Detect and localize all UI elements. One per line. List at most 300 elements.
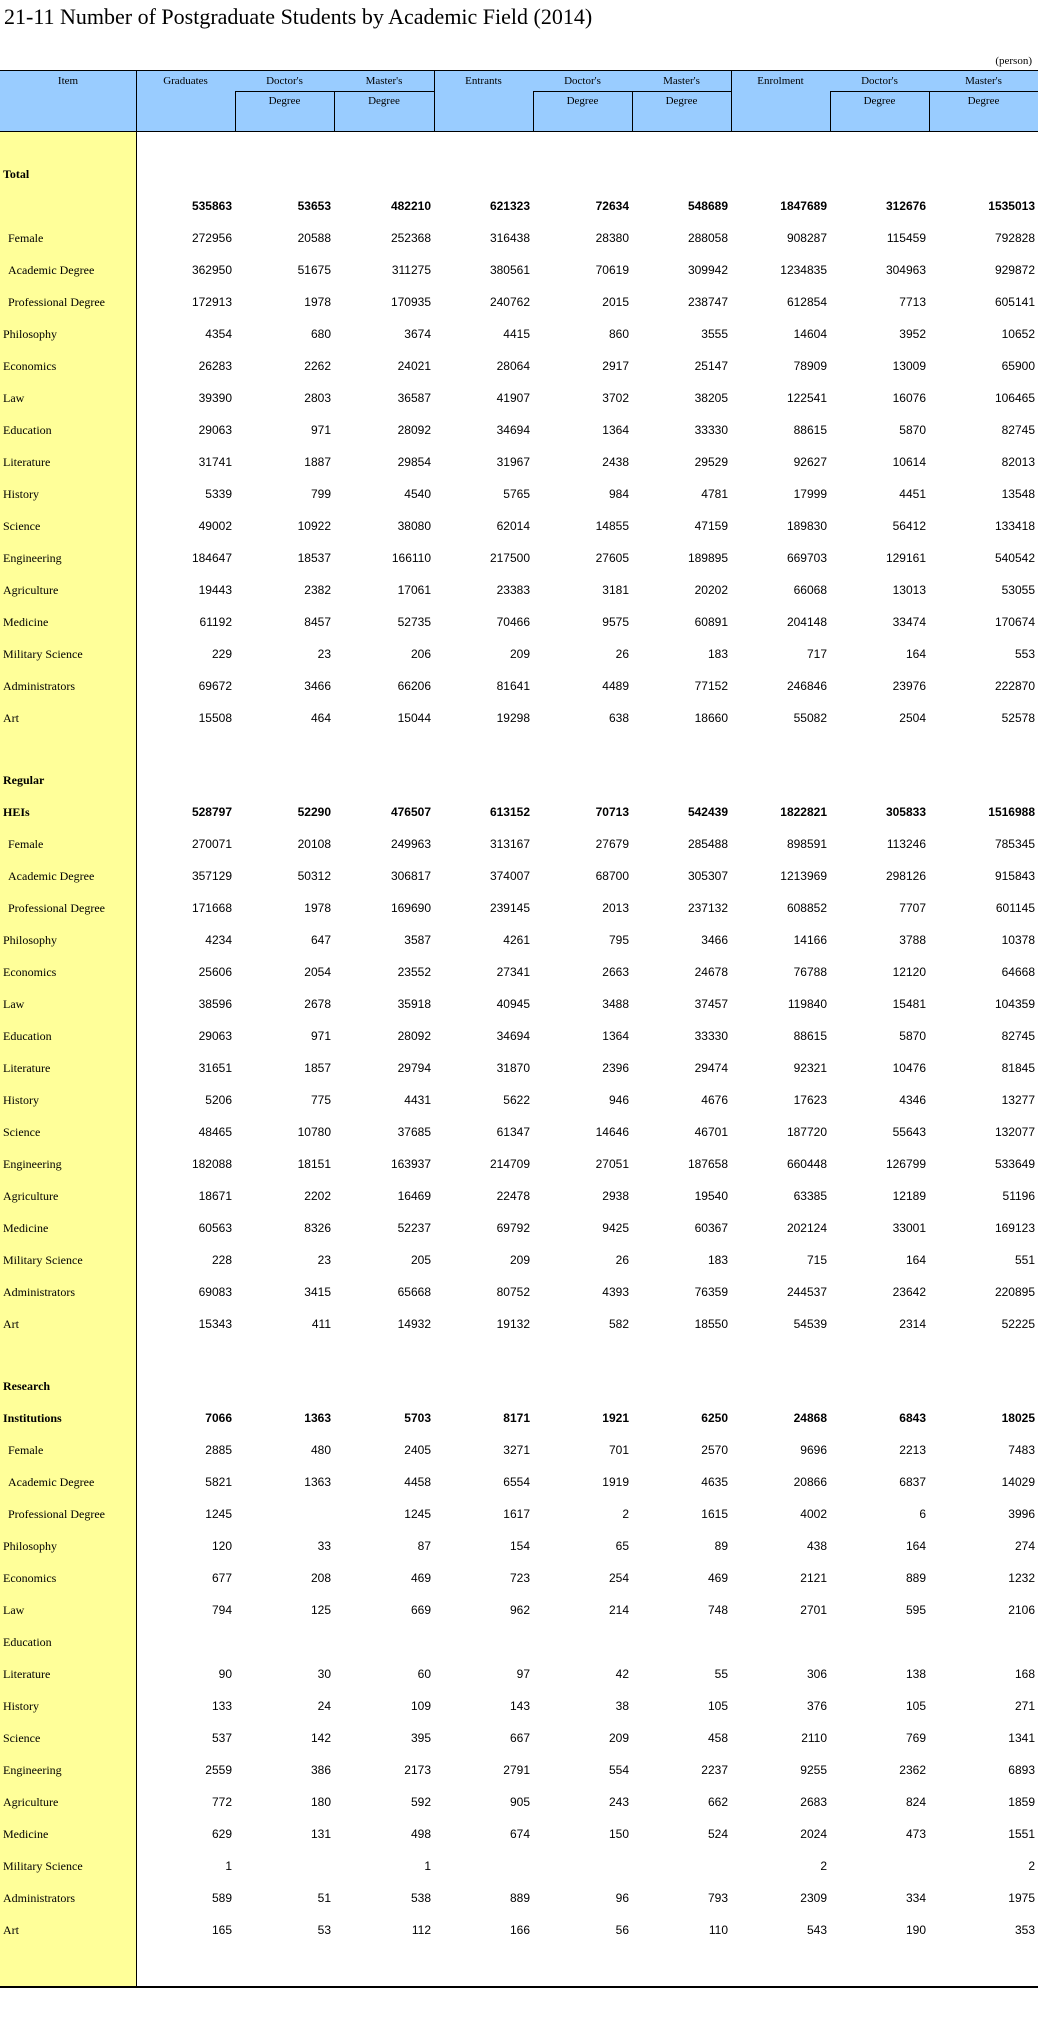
table-row bbox=[0, 1632, 1038, 1652]
cell-value: 799 bbox=[310, 487, 331, 501]
row-label: Economics bbox=[3, 1571, 57, 1585]
row-label: Education bbox=[3, 423, 52, 437]
cell-value: 4635 bbox=[701, 1475, 728, 1489]
cell-value: 82013 bbox=[1001, 455, 1035, 469]
cell-value: 249963 bbox=[390, 837, 431, 851]
cell-value: 4354 bbox=[205, 327, 232, 341]
row-label: Female bbox=[8, 1443, 44, 1457]
cell-value: 214 bbox=[608, 1603, 629, 1617]
cell-value: 23642 bbox=[892, 1285, 926, 1299]
cell-value: 4393 bbox=[602, 1285, 629, 1299]
cell-value: 3587 bbox=[404, 933, 431, 947]
cell-value: 53653 bbox=[297, 199, 331, 213]
cell-value: 362950 bbox=[191, 263, 232, 277]
cell-value: 553 bbox=[1014, 647, 1035, 661]
cell-value: 182088 bbox=[191, 1157, 232, 1171]
cell-value: 10652 bbox=[1001, 327, 1035, 341]
cell-value: 92627 bbox=[793, 455, 827, 469]
cell-value: 23 bbox=[317, 647, 331, 661]
cell-value: 915843 bbox=[994, 869, 1035, 883]
row-label: Academic Degree bbox=[8, 263, 95, 277]
cell-value: 538 bbox=[410, 1891, 431, 1905]
cell-value: 2663 bbox=[602, 965, 629, 979]
cell-value: 27679 bbox=[595, 837, 629, 851]
cell-value: 3415 bbox=[304, 1285, 331, 1299]
row-label: History bbox=[3, 1699, 39, 1713]
cell-value: 239145 bbox=[489, 901, 530, 915]
table-row bbox=[0, 612, 1038, 632]
cell-value: 138 bbox=[905, 1667, 926, 1681]
row-label: Female bbox=[8, 231, 44, 245]
unit-label: (person) bbox=[995, 55, 1032, 67]
cell-value: 4676 bbox=[701, 1093, 728, 1107]
row-label: Agriculture bbox=[3, 1795, 59, 1809]
table-total-row bbox=[0, 1408, 1038, 1428]
cell-value: 133418 bbox=[994, 519, 1035, 533]
cell-value: 66206 bbox=[397, 679, 431, 693]
cell-value: 669703 bbox=[786, 551, 827, 565]
cell-value: 7066 bbox=[205, 1411, 232, 1425]
table-row bbox=[0, 1440, 1038, 1460]
cell-value: 3488 bbox=[602, 997, 629, 1011]
cell-value: 748 bbox=[707, 1603, 728, 1617]
cell-value: 1364 bbox=[602, 423, 629, 437]
cell-value: 386 bbox=[310, 1763, 331, 1777]
cell-value: 18025 bbox=[1001, 1411, 1035, 1425]
cell-value: 189830 bbox=[786, 519, 827, 533]
cell-value: 4489 bbox=[602, 679, 629, 693]
cell-value: 19132 bbox=[496, 1317, 530, 1331]
cell-value: 4458 bbox=[404, 1475, 431, 1489]
cell-value: 110 bbox=[708, 1923, 728, 1937]
cell-value: 220895 bbox=[994, 1285, 1035, 1299]
cell-value: 458 bbox=[707, 1731, 728, 1745]
row-label: Engineering bbox=[3, 1157, 62, 1171]
cell-value: 52225 bbox=[1001, 1317, 1035, 1331]
cell-value: 5870 bbox=[899, 1029, 926, 1043]
cell-value: 27051 bbox=[595, 1157, 629, 1171]
cell-value: 34694 bbox=[496, 1029, 530, 1043]
cell-value: 929872 bbox=[994, 263, 1035, 277]
row-label: Medicine bbox=[3, 1221, 49, 1235]
cell-value: 22478 bbox=[496, 1189, 530, 1203]
cell-value: 1617 bbox=[503, 1507, 530, 1521]
cell-value: 2237 bbox=[701, 1763, 728, 1777]
cell-value: 498 bbox=[410, 1827, 431, 1841]
cell-value: 2701 bbox=[800, 1603, 827, 1617]
table-row bbox=[0, 1760, 1038, 1780]
cell-value: 170674 bbox=[994, 615, 1035, 629]
cell-value: 18671 bbox=[198, 1189, 232, 1203]
cell-value: 13013 bbox=[892, 583, 926, 597]
cell-value: 304963 bbox=[885, 263, 926, 277]
cell-value: 69083 bbox=[198, 1285, 232, 1299]
cell-value: 18537 bbox=[297, 551, 331, 565]
table-row bbox=[0, 1090, 1038, 1110]
cell-value: 8457 bbox=[304, 615, 331, 629]
row-label: Art bbox=[3, 711, 19, 725]
cell-value: 19298 bbox=[496, 711, 530, 725]
table-row bbox=[0, 388, 1038, 408]
cell-value: 126799 bbox=[885, 1157, 926, 1171]
table-row bbox=[0, 1856, 1038, 1876]
table-row bbox=[0, 580, 1038, 600]
cell-value: 1978 bbox=[304, 901, 331, 915]
cell-value: 104359 bbox=[994, 997, 1035, 1011]
cell-value: 66068 bbox=[793, 583, 827, 597]
cell-value: 61192 bbox=[199, 615, 232, 629]
cell-value: 25606 bbox=[198, 965, 232, 979]
cell-value: 187720 bbox=[786, 1125, 827, 1139]
cell-value: 3555 bbox=[701, 327, 728, 341]
cell-value: 23383 bbox=[496, 583, 530, 597]
cell-value: 309942 bbox=[687, 263, 728, 277]
section-heading-label: Research bbox=[3, 1379, 51, 1393]
header-item: Item bbox=[57, 75, 79, 87]
cell-value: 469 bbox=[707, 1571, 728, 1585]
cell-value: 3996 bbox=[1008, 1507, 1035, 1521]
cell-value: 183 bbox=[707, 1253, 728, 1267]
cell-value: 2013 bbox=[602, 901, 629, 915]
cell-value: 7707 bbox=[899, 901, 926, 915]
cell-value: 6554 bbox=[503, 1475, 530, 1489]
cell-value: 81641 bbox=[496, 679, 530, 693]
cell-value: 38080 bbox=[397, 519, 431, 533]
cell-value: 53055 bbox=[1001, 583, 1035, 597]
cell-value: 9696 bbox=[800, 1443, 827, 1457]
cell-value: 244537 bbox=[786, 1285, 827, 1299]
cell-value: 105 bbox=[905, 1699, 926, 1713]
cell-value: 65900 bbox=[1001, 359, 1035, 373]
row-label: Literature bbox=[3, 1667, 51, 1681]
cell-value: 677 bbox=[211, 1571, 232, 1585]
cell-value: 238747 bbox=[687, 295, 728, 309]
table-row bbox=[0, 1568, 1038, 1588]
cell-value: 306817 bbox=[390, 869, 431, 883]
header-degree: Degree bbox=[967, 95, 1000, 107]
cell-value: 81845 bbox=[1001, 1061, 1035, 1075]
cell-value: 2885 bbox=[205, 1443, 232, 1457]
row-label: Law bbox=[3, 997, 25, 1011]
cell-value: 20108 bbox=[297, 837, 331, 851]
cell-value: 60367 bbox=[694, 1221, 728, 1235]
cell-value: 2106 bbox=[1008, 1603, 1035, 1617]
cell-value: 113246 bbox=[886, 837, 926, 851]
cell-value: 2 bbox=[1028, 1859, 1035, 1873]
cell-value: 1822821 bbox=[780, 805, 827, 819]
cell-value: 254 bbox=[608, 1571, 629, 1585]
cell-value: 2262 bbox=[304, 359, 331, 373]
cell-value: 27605 bbox=[595, 551, 629, 565]
cell-value: 717 bbox=[806, 647, 827, 661]
cell-value: 476507 bbox=[390, 805, 431, 819]
cell-value: 4415 bbox=[503, 327, 530, 341]
cell-value: 792828 bbox=[994, 231, 1035, 245]
cell-value: 15343 bbox=[198, 1317, 232, 1331]
cell-value: 306 bbox=[806, 1667, 827, 1681]
cell-value: 29474 bbox=[694, 1061, 728, 1075]
cell-value: 1363 bbox=[304, 1475, 331, 1489]
cell-value: 131 bbox=[310, 1827, 331, 1841]
header-degree: Degree bbox=[566, 95, 599, 107]
cell-value: 473 bbox=[905, 1827, 926, 1841]
cell-value: 38205 bbox=[694, 391, 728, 405]
cell-value: 298126 bbox=[885, 869, 926, 883]
cell-value: 18660 bbox=[694, 711, 728, 725]
cell-value: 1232 bbox=[1008, 1571, 1035, 1585]
cell-value: 12120 bbox=[892, 965, 926, 979]
row-label: Agriculture bbox=[3, 583, 59, 597]
cell-value: 70619 bbox=[595, 263, 629, 277]
cell-value: 82745 bbox=[1001, 1029, 1035, 1043]
cell-value: 15481 bbox=[892, 997, 926, 1011]
cell-value: 90 bbox=[218, 1667, 232, 1681]
table-row bbox=[0, 1282, 1038, 1302]
cell-value: 168 bbox=[1014, 1667, 1035, 1681]
table-row bbox=[0, 324, 1038, 344]
cell-value: 1234835 bbox=[780, 263, 827, 277]
cell-value: 612854 bbox=[786, 295, 827, 309]
cell-value: 795 bbox=[608, 933, 629, 947]
cell-value: 52578 bbox=[1001, 711, 1035, 725]
cell-value: 13277 bbox=[1001, 1093, 1035, 1107]
row-label: Professional Degree bbox=[8, 295, 105, 309]
cell-value: 889 bbox=[905, 1571, 926, 1585]
cell-value: 39390 bbox=[198, 391, 232, 405]
cell-value: 24868 bbox=[793, 1411, 827, 1425]
cell-value: 37685 bbox=[397, 1125, 431, 1139]
cell-value: 2559 bbox=[205, 1763, 232, 1777]
row-label: History bbox=[3, 487, 39, 501]
cell-value: 469 bbox=[410, 1571, 431, 1585]
cell-value: 150 bbox=[608, 1827, 629, 1841]
row-label: Education bbox=[3, 1029, 52, 1043]
cell-value: 62014 bbox=[496, 519, 530, 533]
cell-value: 971 bbox=[310, 1029, 331, 1043]
cell-value: 4346 bbox=[899, 1093, 926, 1107]
cell-value: 164 bbox=[905, 647, 926, 661]
cell-value: 592 bbox=[410, 1795, 431, 1809]
cell-value: 723 bbox=[509, 1571, 530, 1585]
cell-value: 769 bbox=[905, 1731, 926, 1745]
table-row bbox=[0, 1536, 1038, 1556]
cell-value: 8326 bbox=[304, 1221, 331, 1235]
cell-value: 8171 bbox=[503, 1411, 530, 1425]
row-label: Agriculture bbox=[3, 1189, 59, 1203]
table-row bbox=[0, 866, 1038, 886]
header-masters: Master's bbox=[965, 75, 1002, 87]
cell-value: 109 bbox=[410, 1699, 431, 1713]
cell-value: 2121 bbox=[800, 1571, 827, 1585]
cell-value: 1551 bbox=[1008, 1827, 1035, 1841]
cell-value: 17623 bbox=[793, 1093, 827, 1107]
cell-value: 4261 bbox=[503, 933, 530, 947]
cell-value: 69672 bbox=[198, 679, 232, 693]
header-masters: Master's bbox=[365, 75, 403, 87]
cell-value: 2314 bbox=[899, 1317, 926, 1331]
cell-value: 5206 bbox=[205, 1093, 232, 1107]
cell-value: 701 bbox=[608, 1443, 629, 1457]
row-label: Economics bbox=[3, 359, 57, 373]
cell-value: 464 bbox=[310, 711, 331, 725]
cell-value: 20866 bbox=[793, 1475, 827, 1489]
header-doctors: Doctor's bbox=[266, 75, 303, 87]
cell-value: 2054 bbox=[304, 965, 331, 979]
cell-value: 70713 bbox=[595, 805, 629, 819]
cell-value: 2683 bbox=[800, 1795, 827, 1809]
cell-value: 1213969 bbox=[780, 869, 827, 883]
cell-value: 14029 bbox=[1001, 1475, 1035, 1489]
cell-value: 860 bbox=[608, 327, 629, 341]
cell-value: 56412 bbox=[892, 519, 926, 533]
cell-value: 119840 bbox=[787, 997, 827, 1011]
cell-value: 163937 bbox=[390, 1157, 431, 1171]
row-label: Philosophy bbox=[3, 1539, 58, 1553]
row-label: Science bbox=[3, 519, 41, 533]
cell-value: 204148 bbox=[786, 615, 827, 629]
table-row bbox=[0, 548, 1038, 568]
cell-value: 528797 bbox=[191, 805, 232, 819]
row-label: Law bbox=[3, 391, 25, 405]
cell-value: 49002 bbox=[198, 519, 232, 533]
table-row bbox=[0, 1824, 1038, 1844]
cell-value: 7483 bbox=[1008, 1443, 1035, 1457]
cell-value: 77152 bbox=[694, 679, 728, 693]
cell-value: 3181 bbox=[602, 583, 629, 597]
cell-value: 272956 bbox=[191, 231, 232, 245]
table-row bbox=[0, 356, 1038, 376]
table-row bbox=[0, 1600, 1038, 1620]
table-row bbox=[0, 962, 1038, 982]
cell-value: 190 bbox=[905, 1923, 926, 1937]
table-row bbox=[0, 834, 1038, 854]
cell-value: 2917 bbox=[602, 359, 629, 373]
table-row bbox=[0, 452, 1038, 472]
cell-value: 4234 bbox=[205, 933, 232, 947]
cell-value: 376 bbox=[806, 1699, 827, 1713]
cell-value: 143 bbox=[509, 1699, 530, 1713]
cell-value: 10922 bbox=[297, 519, 331, 533]
cell-value: 2309 bbox=[800, 1891, 827, 1905]
cell-value: 26 bbox=[615, 1253, 629, 1267]
cell-value: 1245 bbox=[205, 1507, 232, 1521]
table-row bbox=[0, 1504, 1038, 1524]
row-label: Professional Degree bbox=[8, 1507, 105, 1521]
cell-value: 2504 bbox=[899, 711, 926, 725]
cell-value: 824 bbox=[905, 1795, 926, 1809]
cell-value: 208 bbox=[310, 1571, 331, 1585]
header-doctors: Doctor's bbox=[564, 75, 601, 87]
cell-value: 142 bbox=[310, 1731, 331, 1745]
cell-value: 271 bbox=[1014, 1699, 1035, 1713]
cell-value: 172913 bbox=[191, 295, 232, 309]
cell-value: 2362 bbox=[899, 1763, 926, 1777]
header-degree: Degree bbox=[368, 95, 400, 107]
cell-value: 24678 bbox=[694, 965, 728, 979]
cell-value: 629 bbox=[211, 1827, 232, 1841]
cell-value: 29854 bbox=[397, 455, 431, 469]
cell-value: 551 bbox=[1014, 1253, 1035, 1267]
cell-value: 88615 bbox=[793, 1029, 827, 1043]
table-row bbox=[0, 644, 1038, 664]
header-masters: Master's bbox=[663, 75, 700, 87]
cell-value: 380561 bbox=[489, 263, 530, 277]
cell-value: 793 bbox=[707, 1891, 728, 1905]
row-label: Academic Degree bbox=[8, 1475, 95, 1489]
cell-value: 80752 bbox=[496, 1285, 530, 1299]
cell-value: 64668 bbox=[1001, 965, 1035, 979]
row-label: Institutions bbox=[3, 1411, 62, 1425]
cell-value: 9255 bbox=[800, 1763, 827, 1777]
cell-value: 270071 bbox=[191, 837, 232, 851]
cell-value: 68700 bbox=[595, 869, 629, 883]
table-row bbox=[0, 898, 1038, 918]
cell-value: 1516988 bbox=[988, 805, 1035, 819]
cell-value: 38 bbox=[615, 1699, 629, 1713]
cell-value: 41907 bbox=[496, 391, 530, 405]
cell-value: 47159 bbox=[694, 519, 728, 533]
cell-value: 946 bbox=[608, 1093, 629, 1107]
section-heading-label: Regular bbox=[3, 773, 45, 787]
section-heading bbox=[0, 164, 1038, 184]
cell-value: 1859 bbox=[1008, 1795, 1035, 1809]
cell-value: 122541 bbox=[786, 391, 827, 405]
cell-value: 17999 bbox=[793, 487, 827, 501]
cell-value: 23552 bbox=[397, 965, 431, 979]
cell-value: 187658 bbox=[687, 1157, 728, 1171]
row-label: Economics bbox=[3, 965, 57, 979]
cell-value: 229 bbox=[211, 647, 232, 661]
cell-value: 305833 bbox=[885, 805, 926, 819]
cell-value: 29063 bbox=[198, 423, 232, 437]
cell-value: 132077 bbox=[994, 1125, 1035, 1139]
cell-value: 9425 bbox=[602, 1221, 629, 1235]
row-label: HEIs bbox=[3, 805, 30, 819]
row-label: Administrators bbox=[3, 679, 75, 693]
cell-value: 772 bbox=[211, 1795, 232, 1809]
cell-value: 30 bbox=[317, 1667, 331, 1681]
cell-value: 2938 bbox=[602, 1189, 629, 1203]
cell-value: 33 bbox=[317, 1539, 331, 1553]
row-label: History bbox=[3, 1093, 39, 1107]
cell-value: 19540 bbox=[694, 1189, 728, 1203]
cell-value: 65 bbox=[615, 1539, 629, 1553]
cell-value: 2213 bbox=[899, 1443, 926, 1457]
cell-value: 33330 bbox=[694, 423, 728, 437]
cell-value: 19443 bbox=[198, 583, 232, 597]
cell-value: 2405 bbox=[404, 1443, 431, 1457]
section-heading-label: Total bbox=[3, 167, 30, 181]
cell-value: 2803 bbox=[304, 391, 331, 405]
cell-value: 554 bbox=[608, 1763, 629, 1777]
cell-value: 23976 bbox=[892, 679, 926, 693]
cell-value: 971 bbox=[310, 423, 331, 437]
cell-value: 115459 bbox=[886, 231, 926, 245]
row-label: Military Science bbox=[3, 647, 83, 661]
cell-value: 411 bbox=[311, 1317, 331, 1331]
cell-value: 222870 bbox=[994, 679, 1035, 693]
cell-value: 3702 bbox=[602, 391, 629, 405]
cell-value: 1341 bbox=[1008, 1731, 1035, 1745]
cell-value: 962 bbox=[509, 1603, 530, 1617]
cell-value: 25147 bbox=[694, 359, 728, 373]
cell-value: 647 bbox=[310, 933, 331, 947]
cell-value: 20202 bbox=[694, 583, 728, 597]
cell-value: 240762 bbox=[489, 295, 530, 309]
cell-value: 38596 bbox=[198, 997, 232, 1011]
cell-value: 51196 bbox=[1002, 1189, 1035, 1203]
cell-value: 56 bbox=[615, 1923, 629, 1937]
